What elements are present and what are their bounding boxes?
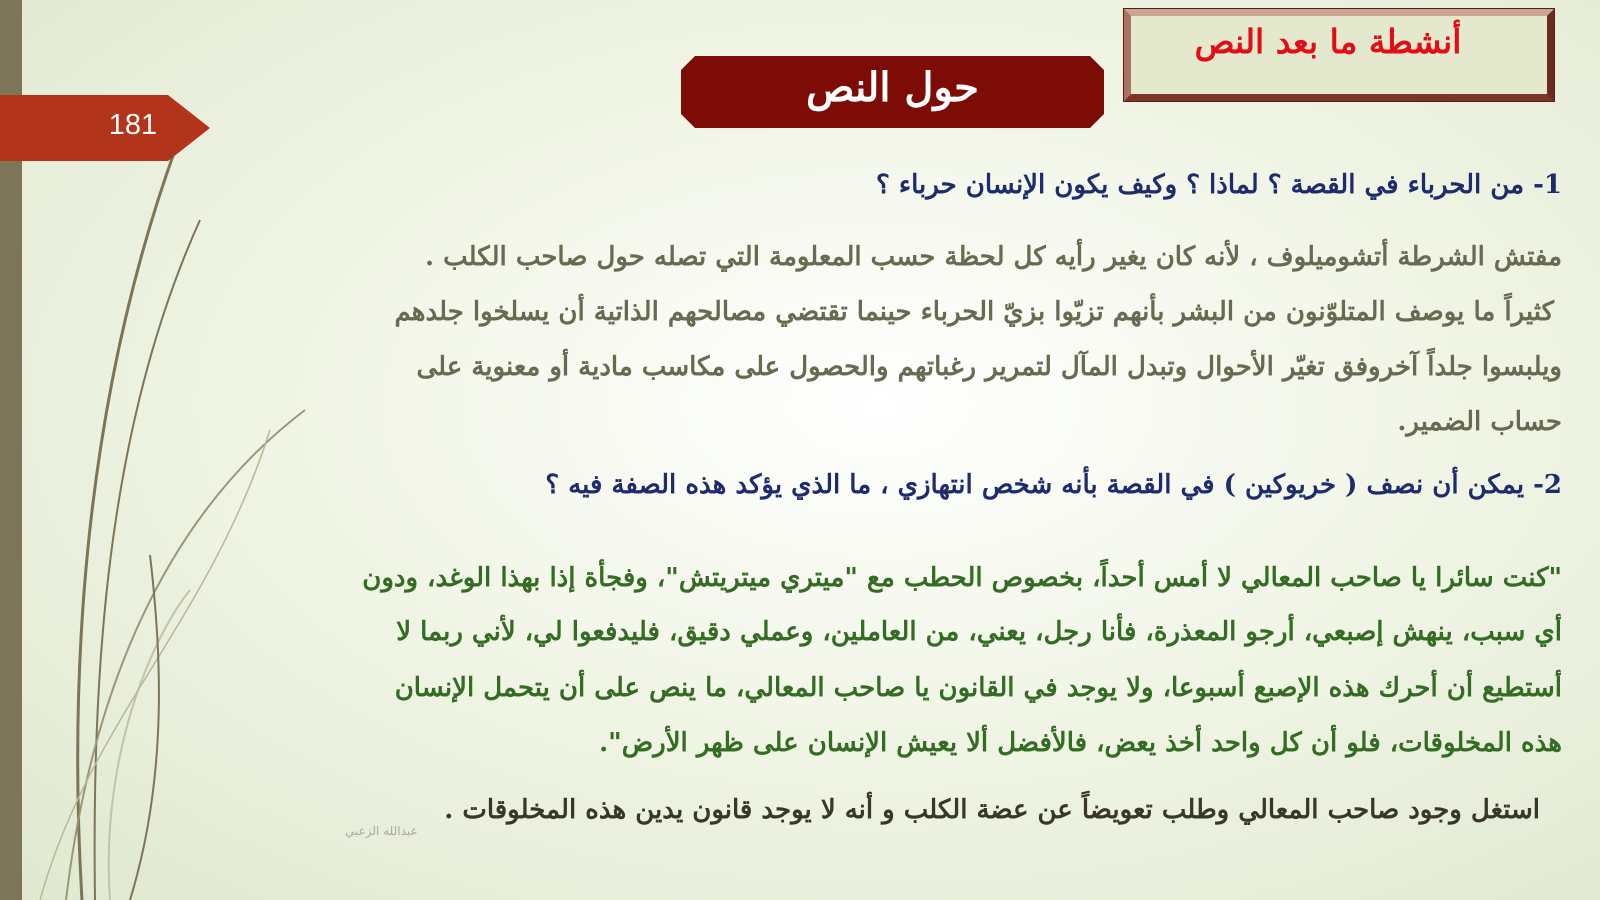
- activities-title: أنشطة ما بعد النص: [1194, 22, 1462, 61]
- author-watermark: عبدالله الزعبي: [345, 824, 418, 838]
- quote-line: أستطيع أن أحرك هذه الإصبع أسبوعا، ولا يوجد في القانون يا صاحب المعالي، ما ينص على أن يتحمل الإنسان: [394, 673, 1562, 703]
- quote-line: أي سبب، ينهش إصبعي، أرجو المعذرة، فأنا رجل، يعني، من العاملين، وعملي دقيق، فليدفعوا لي، لأني ربما لا: [396, 617, 1562, 647]
- quote-line: "كنت سائرا يا صاحب المعالي لا أمس أحداً، بخصوص الحطب مع "ميتري ميتريتش"، وفجأة إذا بهذا الوغد، ودون: [362, 563, 1562, 593]
- page-number: 181: [108, 109, 158, 141]
- answer-1-line: حساب الضمير.: [1397, 407, 1562, 437]
- answer-1-line: كثيراً ما يوصف المتلوّنون من البشر بأنهم تزيّوا بزيّ الحرباء حينما تقتضي مصالحهم الذاتية أن يسلخوا جلدهم: [394, 297, 1554, 327]
- about-text-title: حول النص: [806, 64, 979, 111]
- answer-1-line: ويلبسوا جلداً آخروفق تغيّر الأحوال وتبدل المآل لتمرير رغباتهم والحصول على مكاسب مادية أو معنوية على: [416, 352, 1562, 382]
- question-1: 1- من الحرباء في القصة ؟ لماذا ؟ وكيف يكون الإنسان حرباء ؟: [876, 170, 1562, 200]
- question-2: 2- يمكن أن نصف ( خريوكين ) في القصة بأنه شخص انتهازي ، ما الذي يؤكد هذه الصفة فيه ؟: [545, 470, 1562, 500]
- quote-line: هذه المخلوقات، فلو أن كل واحد أخذ يعض، فالأفضل ألا يعيش الإنسان على ظهر الأرض".: [599, 728, 1562, 758]
- answer-2: استغل وجود صاحب المعالي وطلب تعويضاً عن عضة الكلب و أنه لا يوجد قانون يدين هذه المخلوقات .: [444, 795, 1540, 825]
- answer-1-line: مفتش الشرطة أتشوميلوف ، لأنه كان يغير رأيه كل لحظة حسب المعلومة التي تصله حول صاحب الكلب .: [425, 242, 1562, 272]
